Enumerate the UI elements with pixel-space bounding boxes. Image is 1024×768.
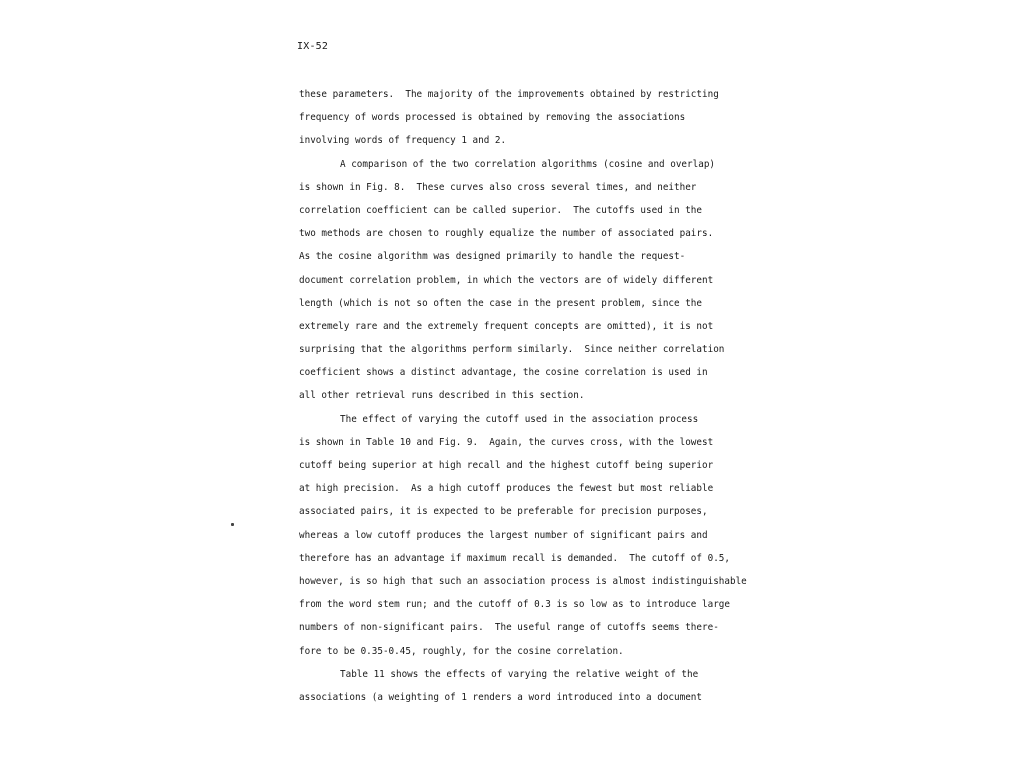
text-line: these parameters. The majority of the improvements obtained by restricting [299, 89, 719, 100]
text-line: extremely rare and the extremely frequent concepts are omitted), it is not [299, 320, 714, 332]
page-number: IX-52 [297, 41, 329, 52]
scan-speck [231, 523, 234, 526]
body-text [299, 86, 747, 712]
text-line: numbers of non-significant pairs. The useful range of cutoffs seems there- [299, 622, 719, 634]
text-line: Table 11 shows the effects of varying the relative weight of the [340, 668, 699, 680]
text-line: fore to be 0.35-0.45, roughly, for the cosine correlation. [299, 645, 624, 657]
text-line: is shown in Fig. 8. These curves also cross several times, and neither [299, 181, 697, 193]
text-line: surprising that the algorithms perform similarly. Since neither correlation [299, 344, 725, 356]
text-line: from the word stem run; and the cutoff of 0.3 is so low as to introduce large [299, 599, 730, 611]
text-line: frequency of words processed is obtained by removing the associations [299, 112, 686, 124]
text-line: all other retrieval runs described in this section. [299, 390, 585, 402]
text-line: therefore has an advantage if maximum recall is demanded. The cutoff of 0.5, [299, 552, 730, 564]
text-line: associations (a weighting of 1 renders a word introduced into a document [299, 691, 702, 703]
text-line: associated pairs, it is expected to be preferable for precision purposes, [299, 506, 708, 518]
text-line: however, is so high that such an association process is almost indistinguishable [299, 575, 747, 587]
text-line: correlation coefficient can be called superior. The cutoffs used in the [299, 204, 702, 216]
text-line: at high precision. As a high cutoff produces the fewest but most reliable [299, 483, 714, 495]
text-line: two methods are chosen to roughly equalize the number of associated pairs. [299, 228, 714, 240]
text-line: document correlation problem, in which the vectors are of widely different [299, 274, 714, 286]
text-line: cutoff being superior at high recall and the highest cutoff being superior [299, 460, 714, 471]
text-line: A comparison of the two correlation algorithms (cosine and overlap) [340, 158, 716, 170]
text-line: length (which is not so often the case in the present problem, since the [299, 297, 702, 309]
text-line: involving words of frequency 1 and 2. [299, 135, 507, 147]
text-line: coefficient shows a distinct advantage, the cosine correlation is used in [299, 367, 708, 379]
text-line: is shown in Table 10 and Fig. 9. Again, the curves cross, with the lowest [299, 436, 714, 448]
text-line: The effect of varying the cutoff used in the association process [340, 413, 699, 425]
text-line: As the cosine algorithm was designed primarily to handle the request- [299, 251, 686, 263]
text-line: whereas a low cutoff produces the largest number of significant pairs and [299, 529, 708, 541]
